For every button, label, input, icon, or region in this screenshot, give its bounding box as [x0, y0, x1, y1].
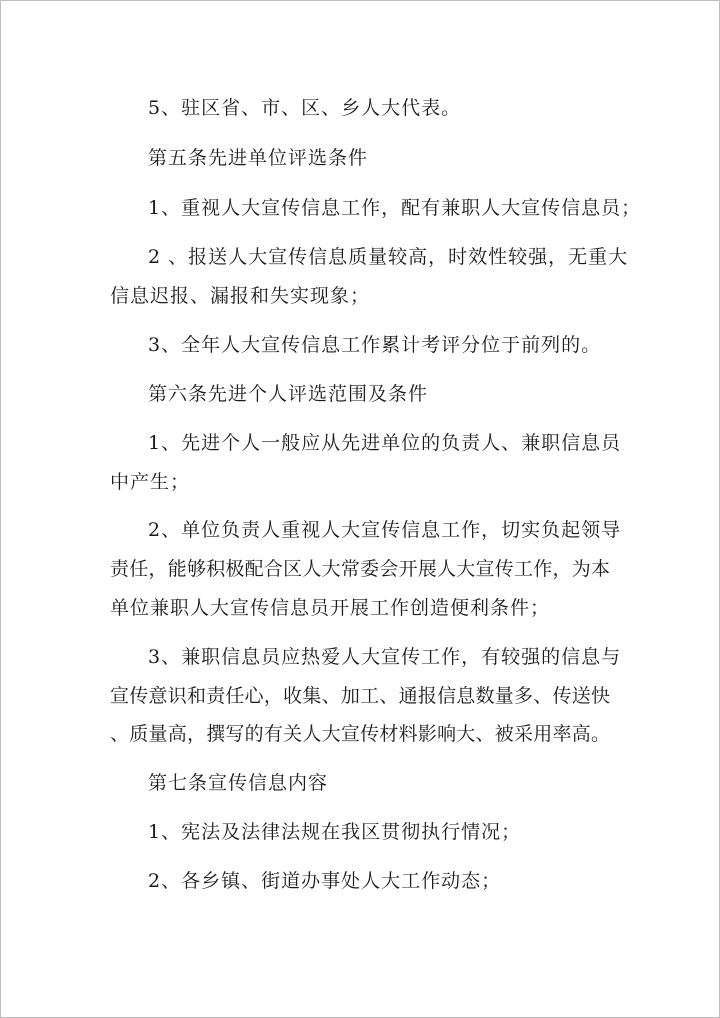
article-6-item-3-line-3: 、质量高，撰写的有关人大宣传材料影响大、被采用率高。 — [110, 723, 610, 745]
article-7-item-1: 1、宪法及法律法规在我区贯彻执行情况； — [148, 821, 522, 843]
article-6-item-3-line-2: 宣传意识和责任心，收集、加工、通报信息数量多、传送快 — [110, 685, 610, 707]
list-item-delegates: 5、驻区省、市、区、乡人大代表。 — [148, 97, 462, 119]
article-6-item-1-line-1: 1、先进个人一般应从先进单位的负责人、兼职信息员 — [148, 432, 622, 454]
article-6-item-2-line-1: 2、单位负责人重视人大宣传信息工作，切实负起领导 — [148, 519, 622, 541]
article-7-heading: 第七条宣传信息内容 — [148, 772, 329, 794]
article-5-item-1: 1、重视人大宣传信息工作，配有兼职人大宣传信息员； — [148, 197, 642, 219]
article-6-item-2-line-2: 责任，能够积极配合区人大常委会开展人大宣传工作，为本 — [110, 558, 610, 580]
article-6-item-2-line-3: 单位兼职人大宣传信息员开展工作创造便利条件； — [110, 597, 551, 619]
article-5-item-2-line-1: 2 、报送人大宣传信息质量较高，时效性较强，无重大 — [148, 246, 629, 268]
article-7-item-2: 2、各乡镇、街道办事处人大工作动态； — [148, 870, 502, 892]
article-6-item-1-line-2: 中产生； — [110, 471, 191, 493]
article-6-item-3-line-1: 3、兼职信息员应热爱人大宣传工作，有较强的信息与 — [148, 646, 622, 668]
article-5-heading: 第五条先进单位评选条件 — [148, 147, 369, 169]
article-5-item-2-line-2: 信息迟报、漏报和失实现象； — [110, 285, 371, 307]
article-5-item-3: 3、全年人大宣传信息工作累计考评分位于前列的。 — [148, 334, 602, 356]
article-6-heading: 第六条先进个人评选范围及条件 — [148, 383, 429, 405]
